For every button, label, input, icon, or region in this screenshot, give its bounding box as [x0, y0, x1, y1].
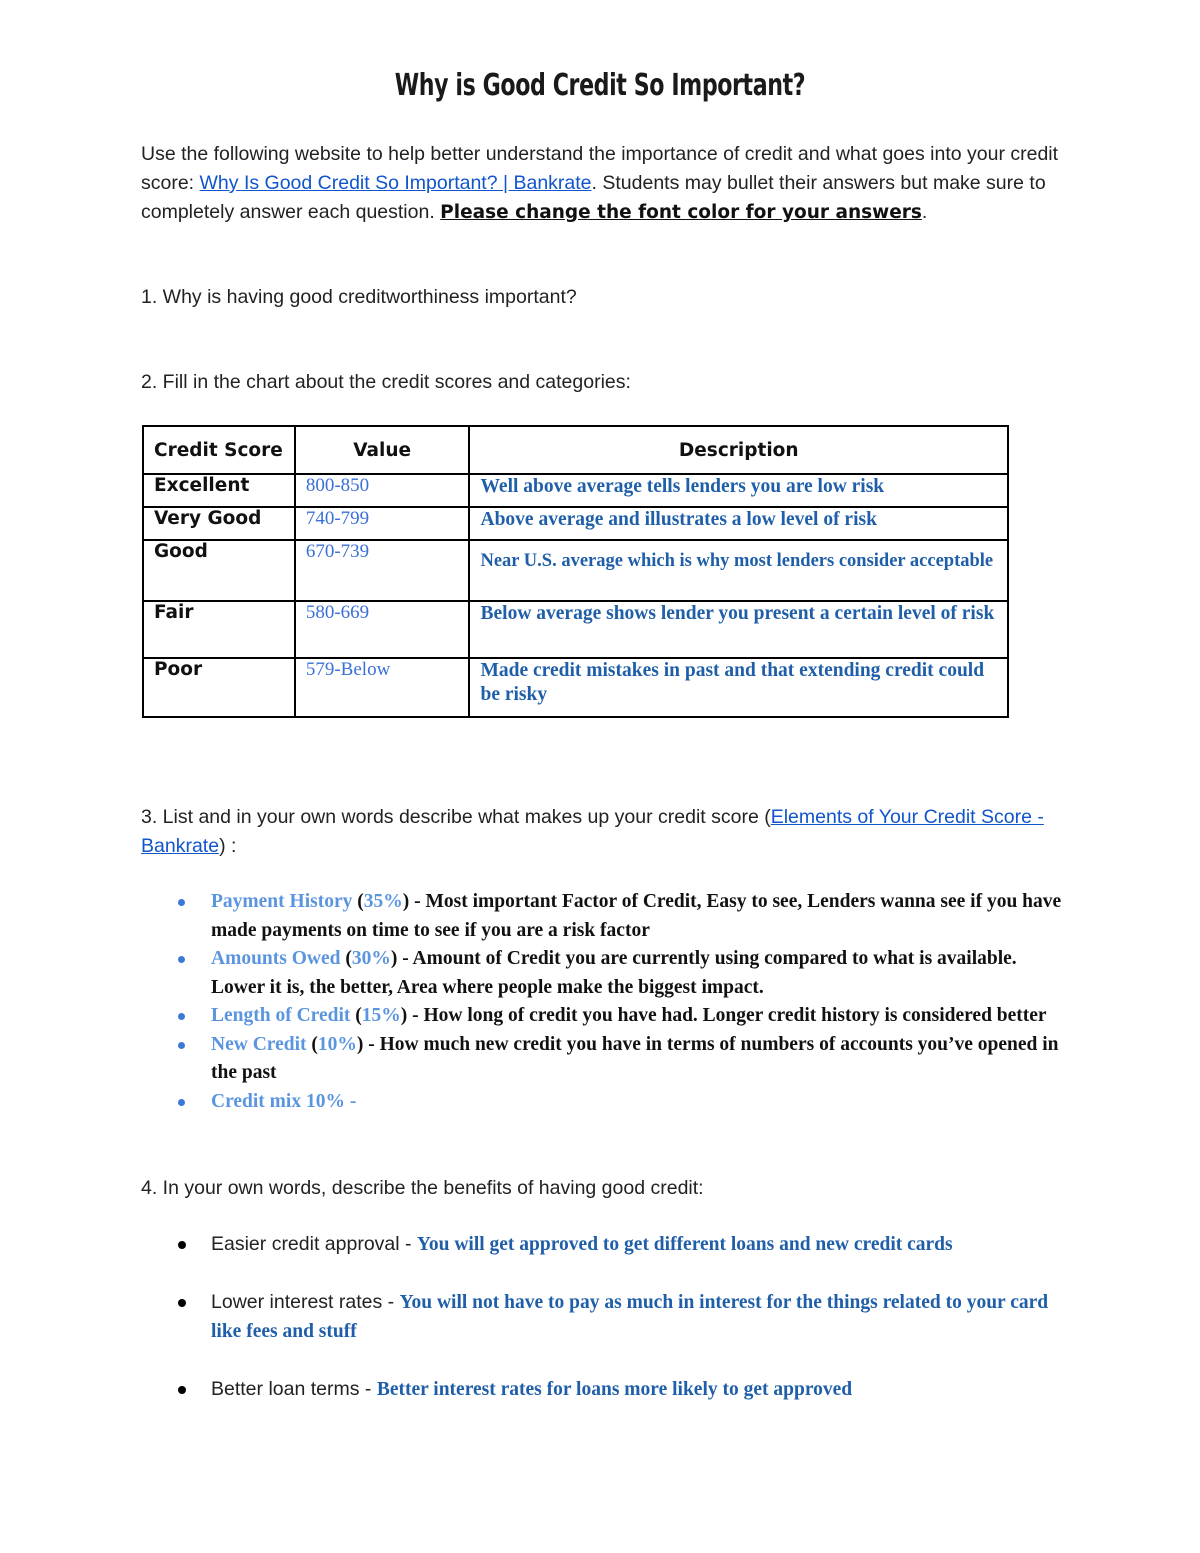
- row-description: Above average and illustrates a low level of risk: [469, 507, 1008, 540]
- list-item: [175, 945, 1065, 1002]
- row-value: 579-Below: [295, 658, 470, 717]
- element-percent: 15%: [361, 1005, 401, 1026]
- row-category: Excellent: [143, 474, 295, 507]
- benefit-answer: You will get approved to get different loans and new credit cards: [416, 1234, 953, 1255]
- element-close-paren: ) -: [390, 948, 413, 969]
- header-credit-score: Credit Score: [143, 426, 295, 474]
- bullet-icon: [178, 1241, 186, 1249]
- table-row: [143, 601, 1008, 658]
- benefit-answer: You will not have to pay as much in interest for the things related to your card like fees and stuff: [211, 1291, 1049, 1342]
- row-description: Near U.S. average which is why most lenders consider acceptable: [469, 540, 1008, 601]
- element-description: Most important Factor of Credit, Easy to see, Lenders wanna see if you have made payments on time to see if you are a risk factor: [211, 891, 1062, 941]
- list-item: [175, 1031, 1065, 1088]
- bullet-icon: [178, 899, 185, 906]
- row-value: 800-850: [295, 474, 470, 507]
- question-3-text-2: ) :: [219, 835, 237, 857]
- benefits-list: [175, 1230, 1065, 1404]
- element-name: Length of Credit: [211, 1005, 351, 1026]
- element-open-paren: (: [352, 891, 364, 912]
- row-description: Well above average tells lenders you are low risk: [469, 474, 1008, 507]
- table-row: [143, 658, 1008, 717]
- question-3-text-1: 3. List and in your own words describe what makes up your credit score (: [141, 806, 771, 828]
- bullet-icon: [178, 1386, 186, 1394]
- elements-credit-score-link[interactable]: Elements of Your Credit Score - Bankrate: [141, 806, 1044, 857]
- bullet-icon: [178, 1099, 185, 1106]
- bullet-icon: [178, 1013, 185, 1020]
- question-1: 1. Why is having good creditworthiness important?: [141, 286, 577, 308]
- list-item: [175, 1230, 1065, 1260]
- intro-text-2: . Students may bullet their answers but make sure to completely answer each question.: [141, 172, 1046, 223]
- row-description: Below average shows lender you present a certain level of risk: [469, 601, 1008, 658]
- list-item: [175, 888, 1065, 945]
- question-4: 4. In your own words, describe the benefits of having good credit:: [141, 1177, 704, 1199]
- header-value: Value: [295, 426, 470, 474]
- benefit-label: Easier credit approval -: [211, 1233, 417, 1255]
- question-3: [141, 803, 1071, 861]
- table-row: [143, 507, 1008, 540]
- list-item: [175, 1288, 1065, 1347]
- element-percent: 10%: [317, 1033, 357, 1055]
- element-name: New Credit: [211, 1033, 307, 1055]
- row-category: Poor: [143, 658, 295, 717]
- element-name: Amounts Owed: [211, 948, 341, 969]
- element-percent: 35%: [363, 891, 403, 912]
- list-item: [175, 1002, 1065, 1031]
- list-item: [175, 1088, 1065, 1117]
- bullet-icon: [178, 956, 185, 963]
- font-color-instruction: Please change the font color for your answers: [440, 202, 922, 223]
- element-description: How much new credit you have in terms of numbers of accounts you’ve opened in the past: [211, 1033, 1059, 1083]
- bullet-icon: [178, 1299, 186, 1307]
- page-title: Why is Good Credit So Important?: [394, 68, 806, 103]
- row-value: 670-739: [295, 540, 470, 601]
- list-item: [175, 1375, 1065, 1405]
- row-value: 740-799: [295, 507, 470, 540]
- element-description: Amount of Credit you are currently using compared to what is available. Lower it is, the better, Area where people make the biggest impact.: [211, 948, 1017, 998]
- table-header-row: [143, 426, 1008, 474]
- element-description: How long of credit you have had. Longer credit history is considered better: [423, 1005, 1047, 1026]
- row-category: Good: [143, 540, 295, 601]
- element-close-paren: ) -: [400, 1005, 424, 1026]
- element-close-paren: ) -: [356, 1033, 380, 1055]
- benefit-label: Better loan terms -: [211, 1377, 377, 1400]
- element-open-paren: (: [340, 948, 352, 969]
- credit-score-table: [142, 425, 1009, 718]
- bankrate-link[interactable]: Why Is Good Credit So Important? | Bankrate: [199, 172, 592, 194]
- table-row: [143, 540, 1008, 601]
- row-category: Fair: [143, 601, 295, 658]
- element-open-paren: (: [350, 1005, 362, 1026]
- bullet-icon: [178, 1042, 185, 1049]
- element-open-paren: (: [306, 1033, 318, 1055]
- row-category: Very Good: [143, 507, 295, 540]
- element-name: Payment History: [211, 891, 353, 912]
- intro-paragraph: [141, 140, 1071, 227]
- intro-text-1: Use the following website to help better understand the importance of credit and what goes into your credit score:: [141, 143, 1059, 194]
- question-2: 2. Fill in the chart about the credit scores and categories:: [141, 371, 631, 393]
- benefit-answer: Better interest rates for loans more likely to get approved: [376, 1378, 853, 1400]
- element-percent: 30%: [351, 948, 391, 969]
- header-description: Description: [469, 426, 1008, 474]
- row-value: 580-669: [295, 601, 470, 658]
- element-close-paren: ) -: [402, 891, 426, 912]
- benefit-label: Lower interest rates -: [211, 1290, 400, 1313]
- credit-elements-list: [175, 888, 1065, 1116]
- row-description: Made credit mistakes in past and that extending credit could be risky: [469, 658, 1008, 717]
- element-name: Credit mix 10% -: [211, 1090, 357, 1112]
- table-row: [143, 474, 1008, 507]
- intro-text-3: .: [921, 201, 928, 223]
